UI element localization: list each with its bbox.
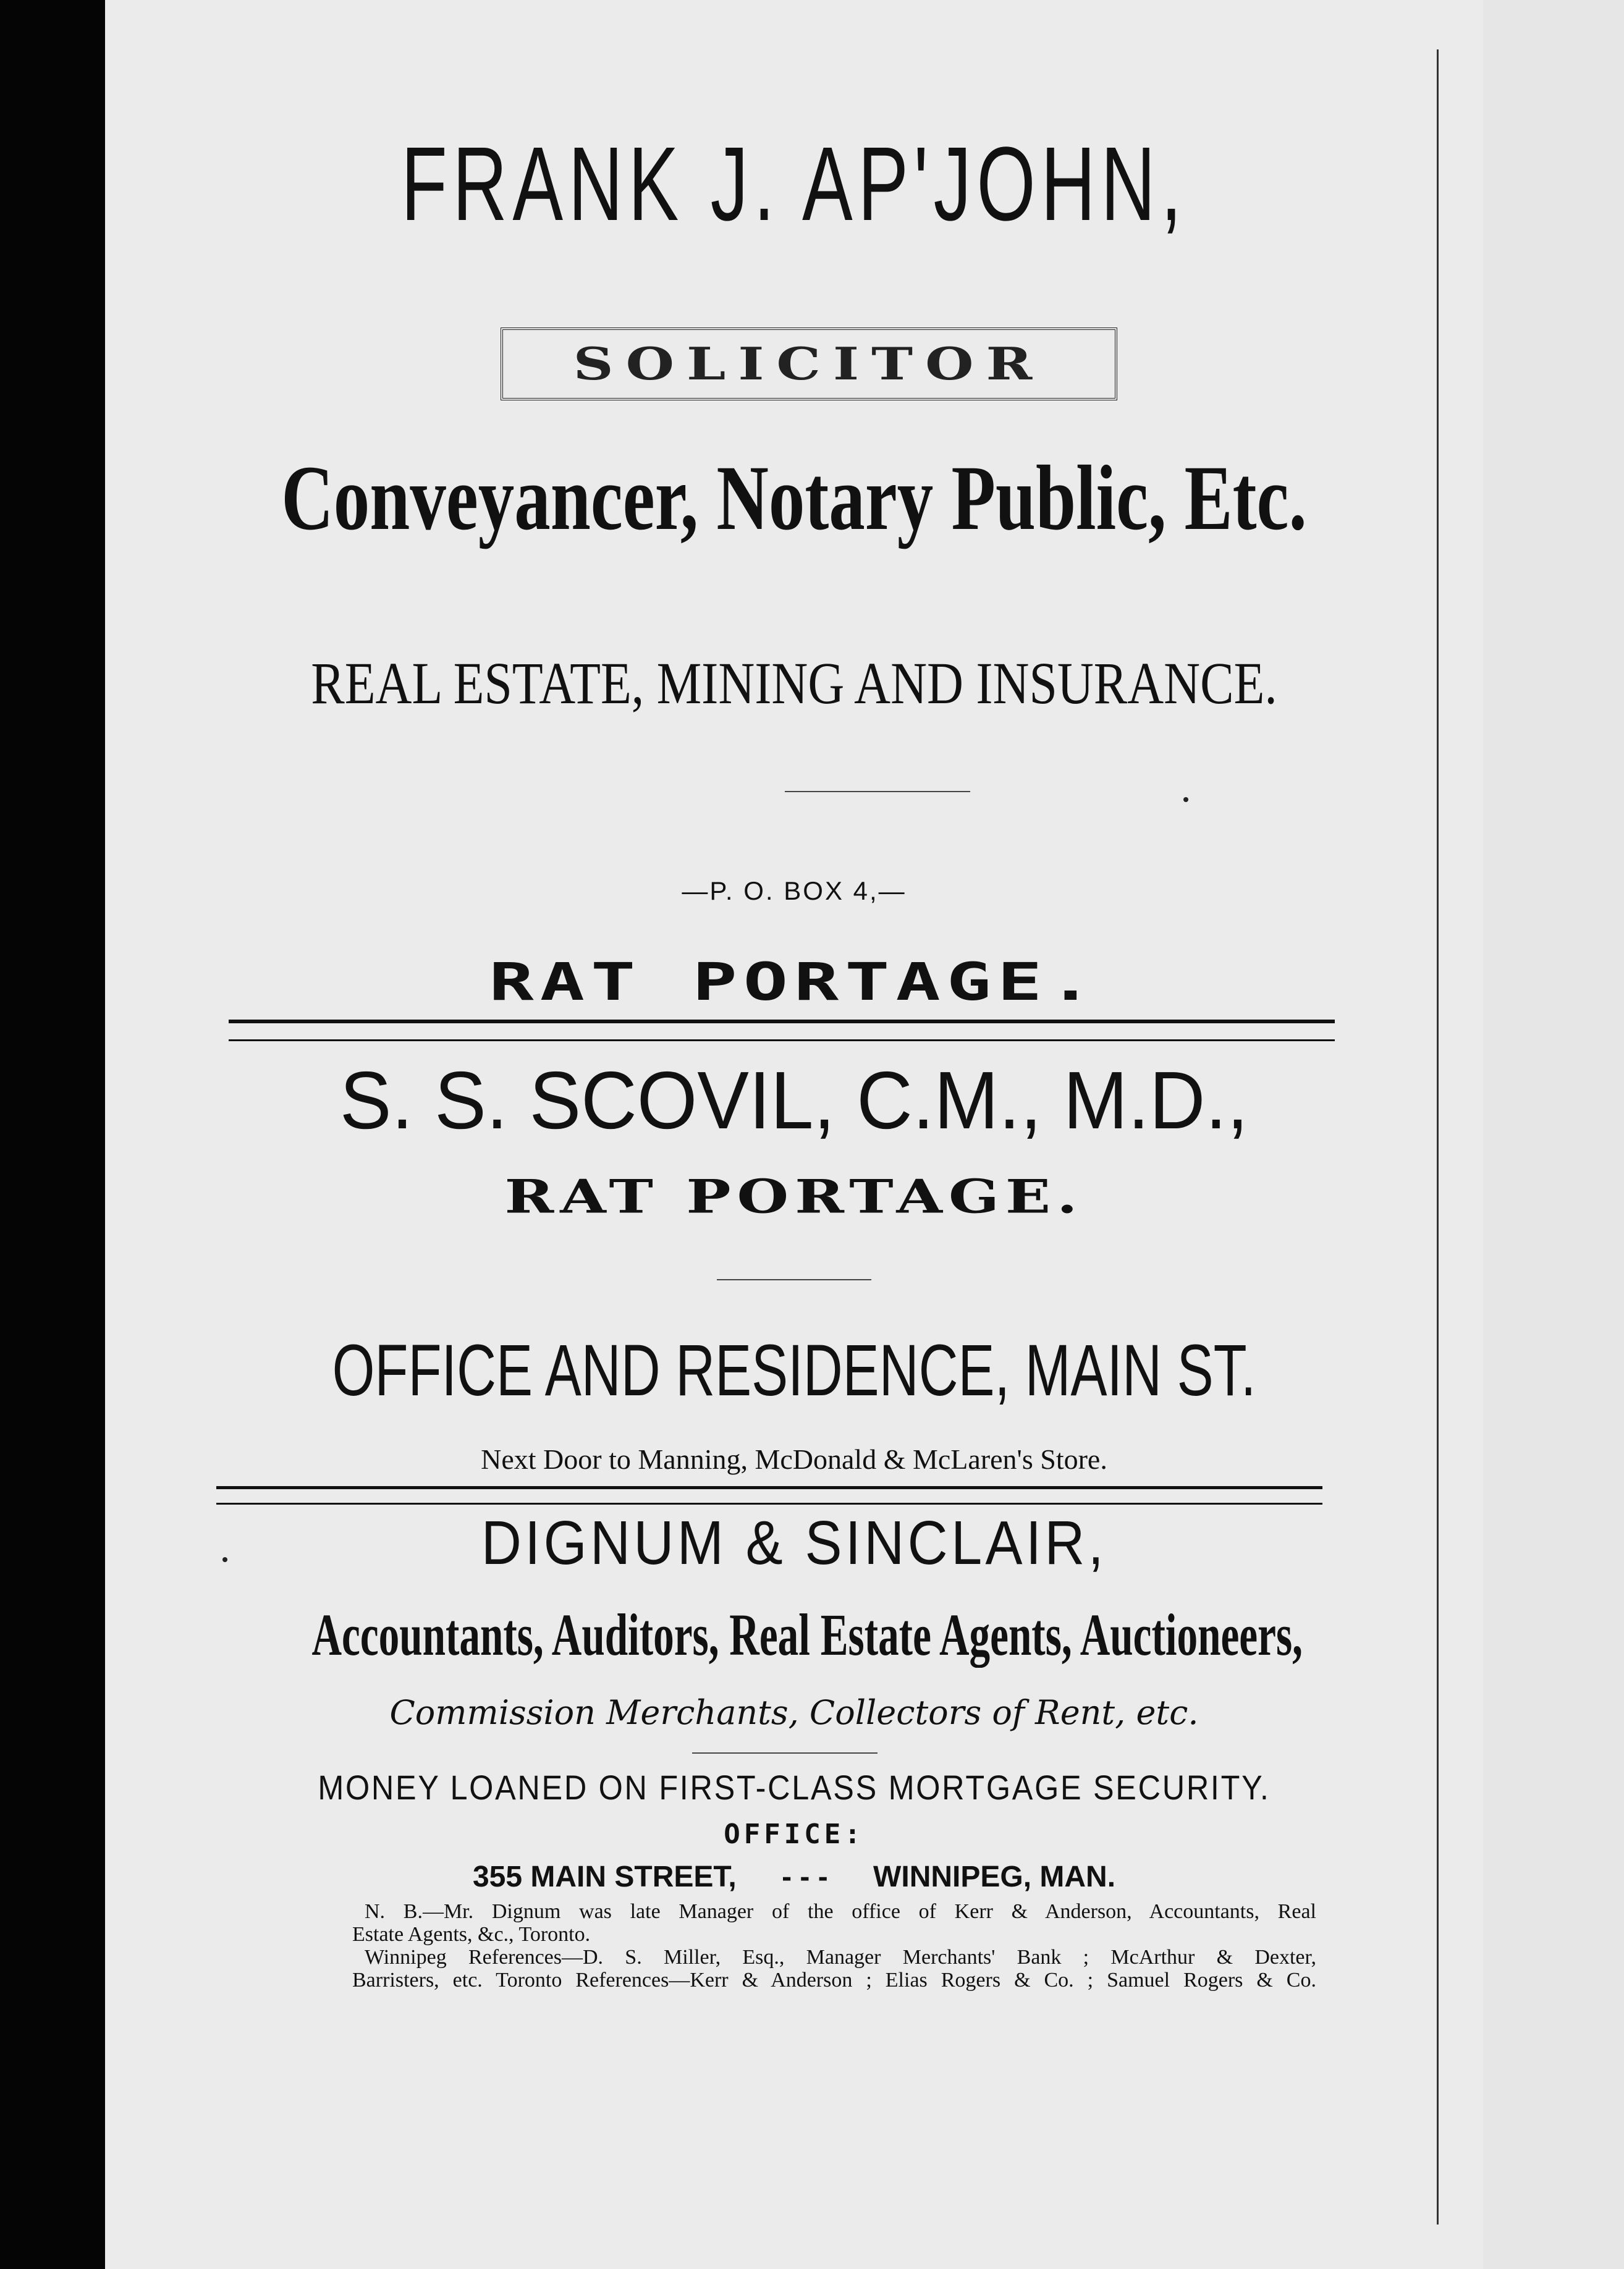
facing-page-edge bbox=[1483, 0, 1624, 2269]
apjohn-name: FRANK J. AP'JOHN, bbox=[400, 125, 1188, 243]
address-street: 355 MAIN STREET, bbox=[472, 1861, 737, 1893]
scovil-name: S. S. SCOVIL, C.M., M.D., bbox=[339, 1055, 1249, 1146]
address-separator: - - - bbox=[782, 1861, 828, 1893]
dignum-name: DIGNUM & SINCLAIR, bbox=[481, 1508, 1107, 1578]
page bbox=[105, 0, 1483, 2269]
section-rule-thin bbox=[216, 1503, 1322, 1505]
dignum-professions: Accountants, Auditors, Real Estate Agents, Auctioneers, bbox=[311, 1602, 1303, 1668]
dignum-commission: Commission Merchants, Collectors of Rent, etc. bbox=[389, 1693, 1199, 1732]
scovil-town: RAT PORTAGE. bbox=[504, 1169, 1084, 1224]
ink-speck bbox=[1183, 797, 1188, 802]
divider bbox=[717, 1279, 871, 1280]
dignum-address bbox=[105, 1860, 1483, 1894]
note-line: Estate Agents, &c., Toronto. bbox=[352, 1923, 591, 1946]
solicitor-banner bbox=[501, 327, 1117, 400]
note-line: Winnipeg References—D. S. Miller, Esq., Manager Merchants' Bank ; McArthur & Dexter, bbox=[365, 1946, 1316, 1969]
note-line: Barristers, etc. Toronto References—Kerr & Anderson ; Elias Rogers & Co. ; Samuel Rogers & Co. bbox=[352, 1969, 1316, 1992]
divider bbox=[692, 1752, 878, 1754]
scovil-office: OFFICE AND RESIDENCE, MAIN ST. bbox=[332, 1330, 1256, 1411]
apjohn-po-box: —P. O. BOX 4,— bbox=[682, 876, 907, 905]
page-fold-shadow bbox=[1437, 49, 1439, 2225]
apjohn-services: Conveyancer, Notary Public, Etc. bbox=[281, 447, 1307, 549]
dignum-money: MONEY LOANED ON FIRST-CLASS MORTGAGE SECURITY. bbox=[318, 1768, 1271, 1807]
solicitor-label: SOLICITOR bbox=[573, 337, 1045, 391]
scovil-location: Next Door to Manning, McDonald & McLaren's Store. bbox=[481, 1443, 1107, 1475]
note-line: N. B.—Mr. Dignum was late Manager of the office of Kerr & Anderson, Accountants, Real bbox=[365, 1900, 1316, 1923]
dignum-office-label: OFFICE: bbox=[724, 1819, 865, 1850]
divider bbox=[785, 791, 970, 792]
address-city: WINNIPEG, MAN. bbox=[873, 1861, 1116, 1893]
apjohn-town: RAT PORTAGE. bbox=[489, 952, 1099, 1013]
section-rule-thin bbox=[229, 1039, 1335, 1041]
ink-speck bbox=[222, 1557, 227, 1562]
section-rule bbox=[229, 1020, 1335, 1023]
apjohn-business: REAL ESTATE, MINING AND INSURANCE. bbox=[311, 650, 1277, 716]
section-rule bbox=[216, 1486, 1322, 1489]
